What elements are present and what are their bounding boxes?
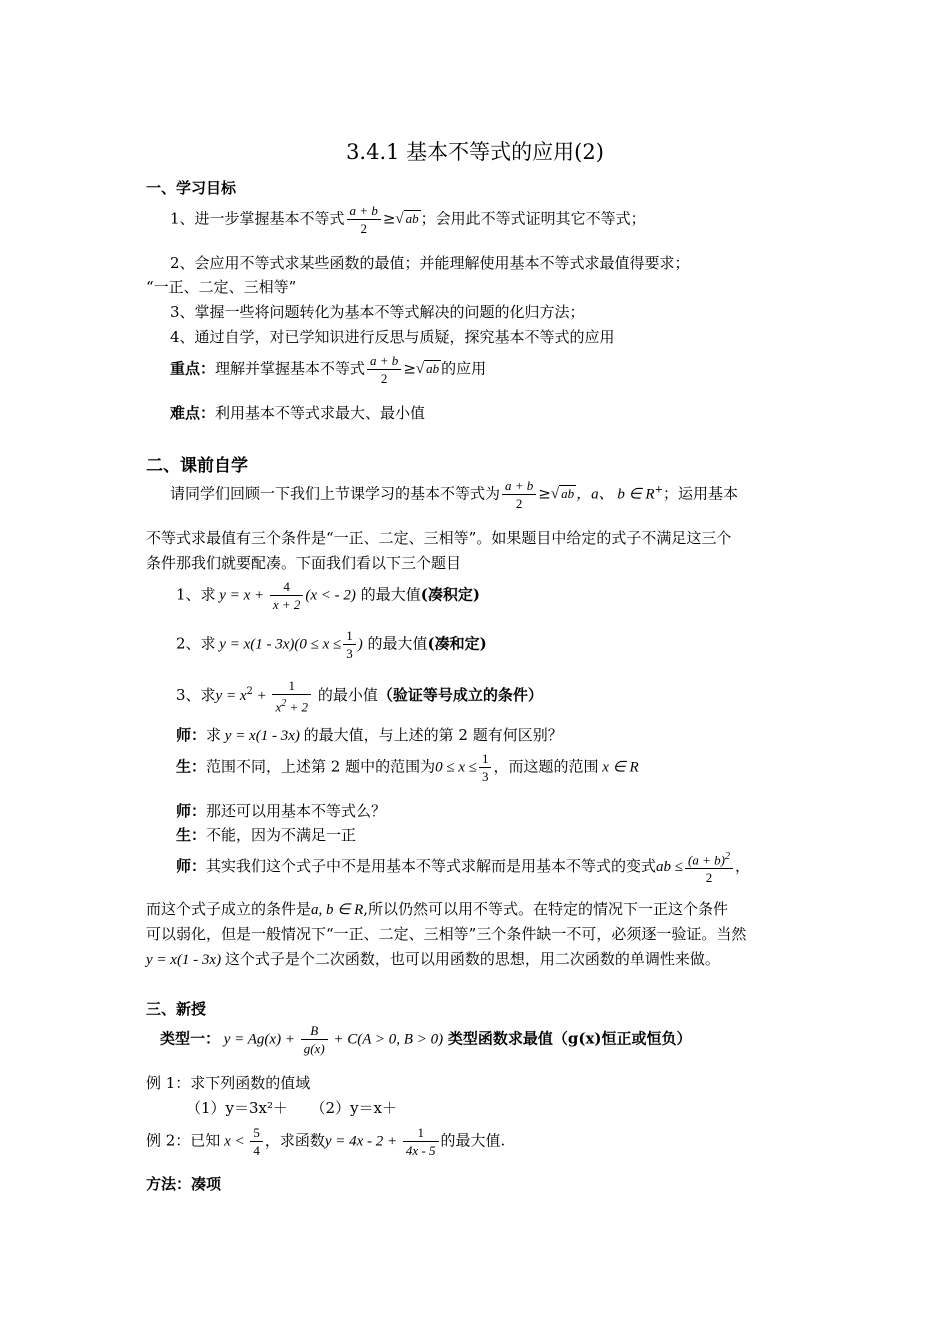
section-3-heading: 三、新授: [146, 1000, 207, 1018]
type-one: 类型一： y = Ag(x) + $\frac{B}{g(x)}$ + C(A > 0, B > 0) 类型函数求最值（g(x)恒正或恒负）: [160, 1023, 692, 1056]
teacher-line-1: 师：求 y = x(1 - 3x) 的最大值，与上述的第 2 题有何区别？: [176, 726, 563, 744]
goal-4: 4、通过自学，对已学知识进行反思与质疑，探究基本不等式的应用: [170, 328, 615, 346]
page-title: 3.4.1 基本不等式的应用(2): [346, 140, 604, 164]
student-line-1: 生：范围不同，上述第 2 题中的范围为0 ≤ x ≤ $\frac{1}{3}$ ，而这题的范围 x ∈ R: [176, 751, 639, 784]
example-2: 例 2：已知 x < $\frac{5}{4}$ ，求函数y = 4x - 2 + $\frac{1}{4x - 5}$ 的最大值.: [146, 1125, 506, 1158]
para-4: 而这个式子成立的条件是a, b ∈ R,所以仍然可以用不等式。在特定的情况下一正这个条件: [146, 900, 729, 918]
section-1-heading: 一、学习目标: [146, 179, 237, 197]
para-5: 可以弱化，但是一般情况下“一正、二定、三相等”三个条件缺一不可，必须逐一验证。当然: [146, 925, 747, 943]
goal-2-cont: “一正、二定、三相等”: [146, 278, 297, 296]
teacher-line-3: 师：其实我们这个式子中不是用基本不等式求解而是用基本不等式的变式ab ≤ $\frac{(a + b)^2}{2}$ ，: [176, 851, 750, 886]
goal-2: 2、会应用不等式求某些函数的最值；并能理解使用基本不等式求最值得要求；: [170, 254, 690, 272]
example-1-items: （1）y＝3x²＋ （2）y＝x＋: [186, 1099, 398, 1117]
para-1: 请同学们回顾一下我们上节课学习的基本不等式为 $\frac{a + b}{2}$ ≥√ ab ，a、 b ∈ R+；运用基本: [170, 478, 738, 511]
goal-1: 1、进一步掌握基本不等式 $\frac{a + b}{2}$ ≥√ ab ；会用此不等式证明其它不等式；: [170, 203, 646, 236]
para-2: 不等式求最值有三个条件是“一正、二定、三相等”。如果题目中给定的式子不满足这三个: [146, 529, 732, 547]
question-2: 2、求 y = x(1 - 3x)(0 ≤ x ≤ $\frac{1}{3}$ ) 的最大值(凑和定): [176, 628, 487, 661]
goal-3: 3、掌握一些将问题转化为基本不等式解决的问题的化归方法；: [170, 303, 585, 321]
question-1: 1、求 y = x + $\frac{4}{x + 2}$ (x < - 2) 的最大值(凑积定): [176, 579, 480, 612]
method: 方法：凑项: [146, 1175, 222, 1193]
question-3: 3、求$y = x^2$ + $\frac{1}{x^2 + 2}$ 的最小值（验证等号成立的条件）: [176, 678, 543, 715]
difficult-point: 难点：利用基本不等式求最大、最小值: [170, 404, 426, 422]
para-3: 条件那我们就要配凑。下面我们看以下三个题目: [146, 554, 462, 572]
para-6: y = x(1 - 3x) 这个式子是个二次函数，也可以用函数的思想，用二次函数的单调性来做。: [146, 950, 720, 968]
student-line-2: 生：不能，因为不满足一正: [176, 826, 357, 844]
key-point: 重点：理解并掌握基本不等式 $\frac{a + b}{2}$ ≥√ ab 的应用: [170, 353, 487, 386]
example-1: 例 1：求下列函数的值域: [146, 1074, 311, 1092]
teacher-line-2: 师：那还可以用基本不等式么？: [176, 802, 387, 820]
section-2-heading: 二、课前自学: [146, 456, 248, 476]
